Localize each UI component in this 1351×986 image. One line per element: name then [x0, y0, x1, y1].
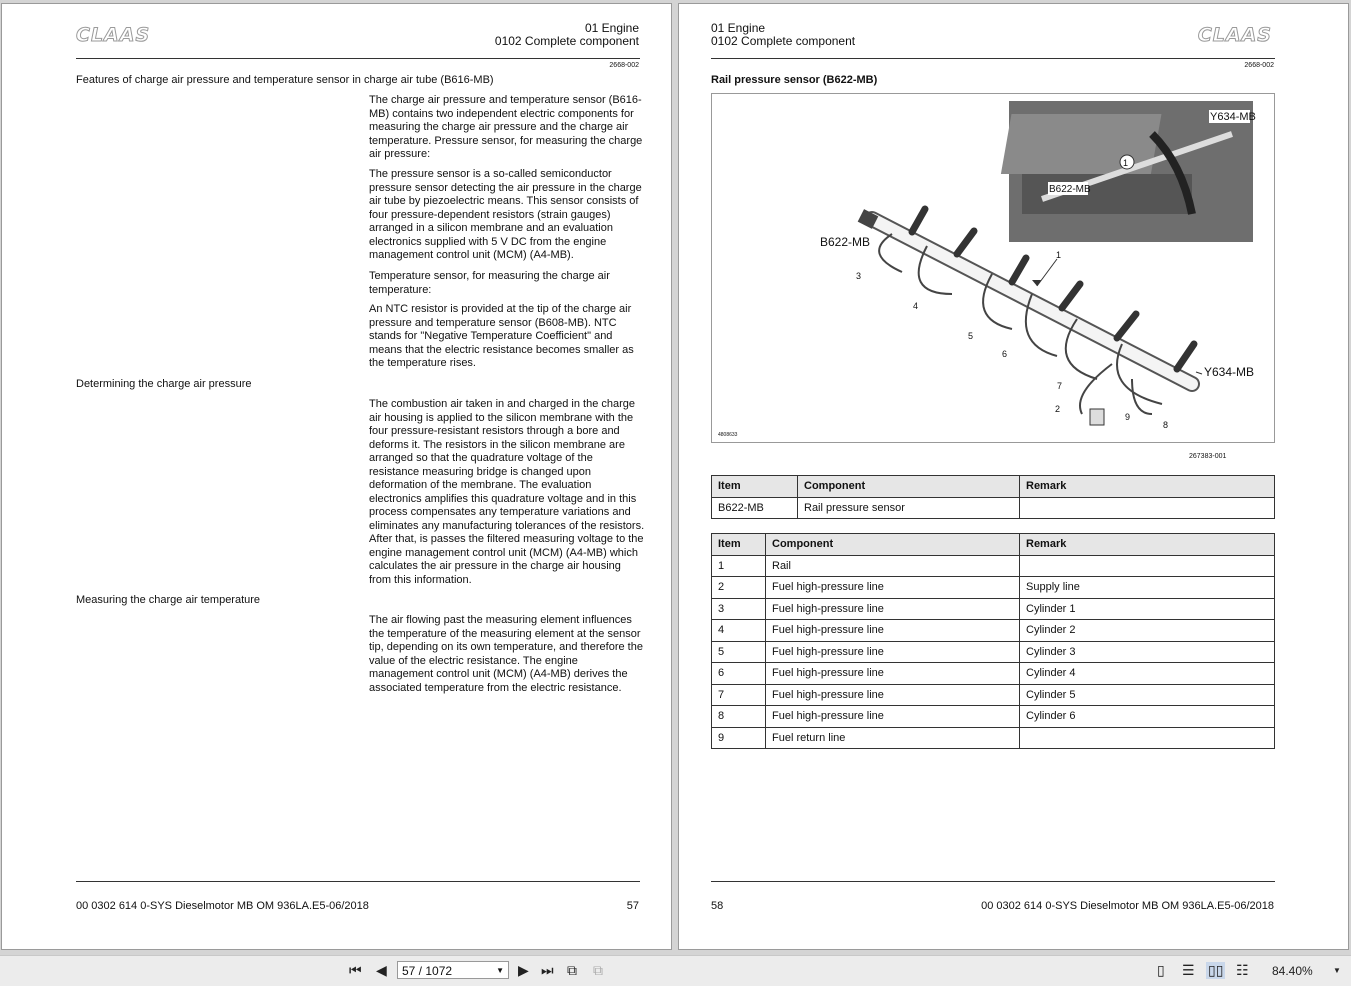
heading-features: Features of charge air pressure and temperature sensor in charge air tube (B616-MB): [76, 74, 494, 86]
paragraph-air-flow: [369, 614, 645, 695]
cell-item: 1: [712, 555, 766, 577]
cell-component: Fuel return line: [766, 727, 1020, 749]
table-row: [712, 641, 1275, 663]
text-para1: The charge air pressure and temperature sensor (B616-MB) contains two independent electric components for measuring the charge air pressure and the charge air temperature. Pressure sensor, for measuring the charge air pressure:: [369, 94, 643, 160]
text-para2: The pressure sensor is a so-called semiconductor pressure sensor detecting the air pressure in the charge air tube by piezoelectric means. This sensor consists of four pressure-dependent resistors (strain gauges) arranged in a silicon membrane and an evaluation electronics supplied with 5 V DC from the engine management control unit (MCM) (A4-MB).: [369, 168, 642, 261]
section-title: 0102 Complete component: [494, 34, 639, 48]
cell-remark: [1020, 555, 1275, 577]
label-y634: Y634-MB: [1204, 365, 1255, 379]
callout-9: 9: [1125, 412, 1131, 422]
callout-3: 3: [856, 271, 862, 281]
header-rule: [711, 58, 1275, 59]
callout-5: 5: [968, 331, 974, 341]
cell-item: 5: [712, 641, 766, 663]
col-component: Component: [766, 534, 1020, 556]
heading-measuring: Measuring the charge air temperature: [76, 594, 261, 606]
paragraph-intro: [369, 94, 645, 162]
table-row: [712, 598, 1275, 620]
chapter-title: 01 Engine: [711, 21, 766, 35]
cell-item: 9: [712, 727, 766, 749]
cell-remark: Cylinder 5: [1020, 684, 1275, 706]
text-para3: Temperature sensor, for measuring the charge air temperature:: [369, 270, 610, 296]
claas-logo: CLAAS: [1197, 24, 1272, 46]
pdf-page-right: [678, 3, 1349, 950]
page-number-field[interactable]: [397, 961, 509, 979]
prev-page-icon[interactable]: ◀: [376, 962, 387, 978]
text-para4: An NTC resistor is provided at the tip of the charge air pressure and temperature sensor (B608-MB). NTC stands for "Negative Temperature Coefficient" and means that the electric resistance becomes smaller as the temperature rises.: [369, 303, 634, 369]
cell-item: 8: [712, 706, 766, 728]
col-item: Item: [712, 476, 798, 498]
fit-width-icon[interactable]: ⧉: [593, 962, 603, 978]
cell-remark: [1020, 497, 1275, 519]
viewer-toolbar: [0, 955, 1351, 986]
page-header: [711, 22, 855, 48]
text-para5: The combustion air taken in and charged in the charge air housing is applied to the silicon membrane with the four pressure-resistant resistors through a bore and deforms it. The resistors in the silicon membrane are arranged so that the quadrature voltage of the resistance measuring bridge is changed upon deformation of the membrane. The evaluation electronics amplifies this quadrature voltage and in this process compensates any temperature variations and eliminates any manufacturing tolerances of the resistors. After that, is passes the filtered measuring voltage to the engine management control unit (MCM) (A4-MB) which calculates the air pressure in the charge air housing from this information.: [369, 398, 645, 586]
cell-item: 7: [712, 684, 766, 706]
figure-id: 267383-001: [1189, 453, 1227, 460]
cell-remark: Cylinder 1: [1020, 598, 1275, 620]
label-b622: B622-MB: [820, 235, 871, 249]
cell-item: 2: [712, 577, 766, 599]
table-row: [712, 577, 1275, 599]
paragraph-temp-sensor: [369, 270, 645, 297]
facing-view-icon[interactable]: ▯▯: [1208, 962, 1224, 978]
col-remark: Remark: [1020, 476, 1275, 498]
doc-code: 2668-002: [1244, 62, 1274, 69]
cell-remark: Cylinder 3: [1020, 641, 1275, 663]
cell-component: Fuel high-pressure line: [766, 577, 1020, 599]
callout-2: 2: [1055, 404, 1061, 414]
heading-determining: Determining the charge air pressure: [76, 378, 252, 390]
label-y634-inset: Y634-MB: [1210, 111, 1256, 123]
label-b622-inset: B622-MB: [1049, 184, 1091, 195]
cell-remark: Cylinder 6: [1020, 706, 1275, 728]
cell-item: 4: [712, 620, 766, 642]
cell-item: 3: [712, 598, 766, 620]
footer-rule: [76, 881, 640, 882]
cell-item: 6: [712, 663, 766, 685]
continuous-view-icon[interactable]: ☰: [1182, 962, 1195, 978]
col-remark: Remark: [1020, 534, 1275, 556]
table-row: [712, 727, 1275, 749]
cell-component: Rail pressure sensor: [798, 497, 1020, 519]
footer-doc: 00 0302 614 0-SYS Dieselmotor MB OM 936LA.E5-06/2018: [76, 900, 369, 912]
table-row: [712, 620, 1275, 642]
first-page-icon[interactable]: ⏮: [349, 962, 362, 978]
last-page-icon[interactable]: ⏭: [541, 962, 554, 978]
paragraph-ntc: [369, 303, 645, 371]
col-component: Component: [798, 476, 1020, 498]
page-header: [495, 22, 639, 48]
footer-rule: [711, 881, 1275, 882]
cell-component: Fuel high-pressure line: [766, 598, 1020, 620]
table-row: [712, 706, 1275, 728]
doc-code: 2668-002: [609, 62, 639, 69]
table-row: [712, 497, 1275, 519]
page-number: 57: [626, 900, 639, 912]
callout-8: 8: [1163, 420, 1169, 430]
fit-page-icon[interactable]: ⧉: [567, 962, 577, 978]
table-header-row: [712, 534, 1275, 556]
section-title: 0102 Complete component: [711, 34, 856, 48]
table-row: [712, 663, 1275, 685]
component-table-sensor: [711, 475, 1275, 519]
zoom-level[interactable]: 84.40%: [1272, 964, 1313, 978]
single-page-view-icon[interactable]: ▯: [1157, 962, 1165, 978]
cell-component: Fuel high-pressure line: [766, 706, 1020, 728]
table-header-row: [712, 476, 1275, 498]
callout-6: 6: [1002, 349, 1008, 359]
cell-component: Rail: [766, 555, 1020, 577]
cell-component: Fuel high-pressure line: [766, 684, 1020, 706]
next-page-icon[interactable]: ▶: [518, 962, 529, 978]
cell-remark: Supply line: [1020, 577, 1275, 599]
component-table-rail: [711, 533, 1275, 749]
callout-1: 1: [1056, 250, 1062, 260]
cell-component: Fuel high-pressure line: [766, 663, 1020, 685]
rail-figure: [711, 93, 1275, 443]
callout-4: 4: [913, 301, 919, 311]
table-row: [712, 684, 1275, 706]
claas-logo: CLAAS: [76, 24, 151, 46]
page-number-value: 57 / 1072: [402, 964, 453, 978]
text-para6: The air flowing past the measuring element influences the temperature of the measuring element at the sensor tip, depending on its own temperature, and therefore the value of the electric resistance. The engine management control unit (MCM) (A4-MB) derives the associated temperature from the electric resistance.: [369, 614, 643, 694]
paragraph-combustion: [369, 398, 645, 587]
chevron-down-icon[interactable]: ▼: [496, 966, 504, 975]
figure-small-code: 4808633: [718, 432, 738, 438]
zoom-dropdown-icon[interactable]: ▼: [1333, 966, 1341, 975]
paragraph-pressure-sensor: [369, 168, 645, 263]
callout-1-inset: 1: [1123, 158, 1129, 168]
cell-remark: Cylinder 4: [1020, 663, 1275, 685]
heading-rail-sensor: Rail pressure sensor (B622-MB): [711, 74, 878, 86]
pdf-page-left: [1, 3, 672, 950]
table-row: [712, 555, 1275, 577]
footer-doc: 00 0302 614 0-SYS Dieselmotor MB OM 936LA.E5-06/2018: [981, 900, 1274, 912]
cell-component: Fuel high-pressure line: [766, 620, 1020, 642]
rail-diagram: [712, 94, 1274, 442]
chapter-title: 01 Engine: [584, 21, 639, 35]
cell-remark: Cylinder 2: [1020, 620, 1275, 642]
col-item: Item: [712, 534, 766, 556]
page-number: 58: [711, 900, 724, 912]
cell-component: Fuel high-pressure line: [766, 641, 1020, 663]
continuous-facing-view-icon[interactable]: ☷: [1236, 962, 1249, 978]
callout-7: 7: [1057, 381, 1063, 391]
cell-remark: [1020, 727, 1275, 749]
cell-item: B622-MB: [712, 497, 798, 519]
header-rule: [76, 58, 640, 59]
